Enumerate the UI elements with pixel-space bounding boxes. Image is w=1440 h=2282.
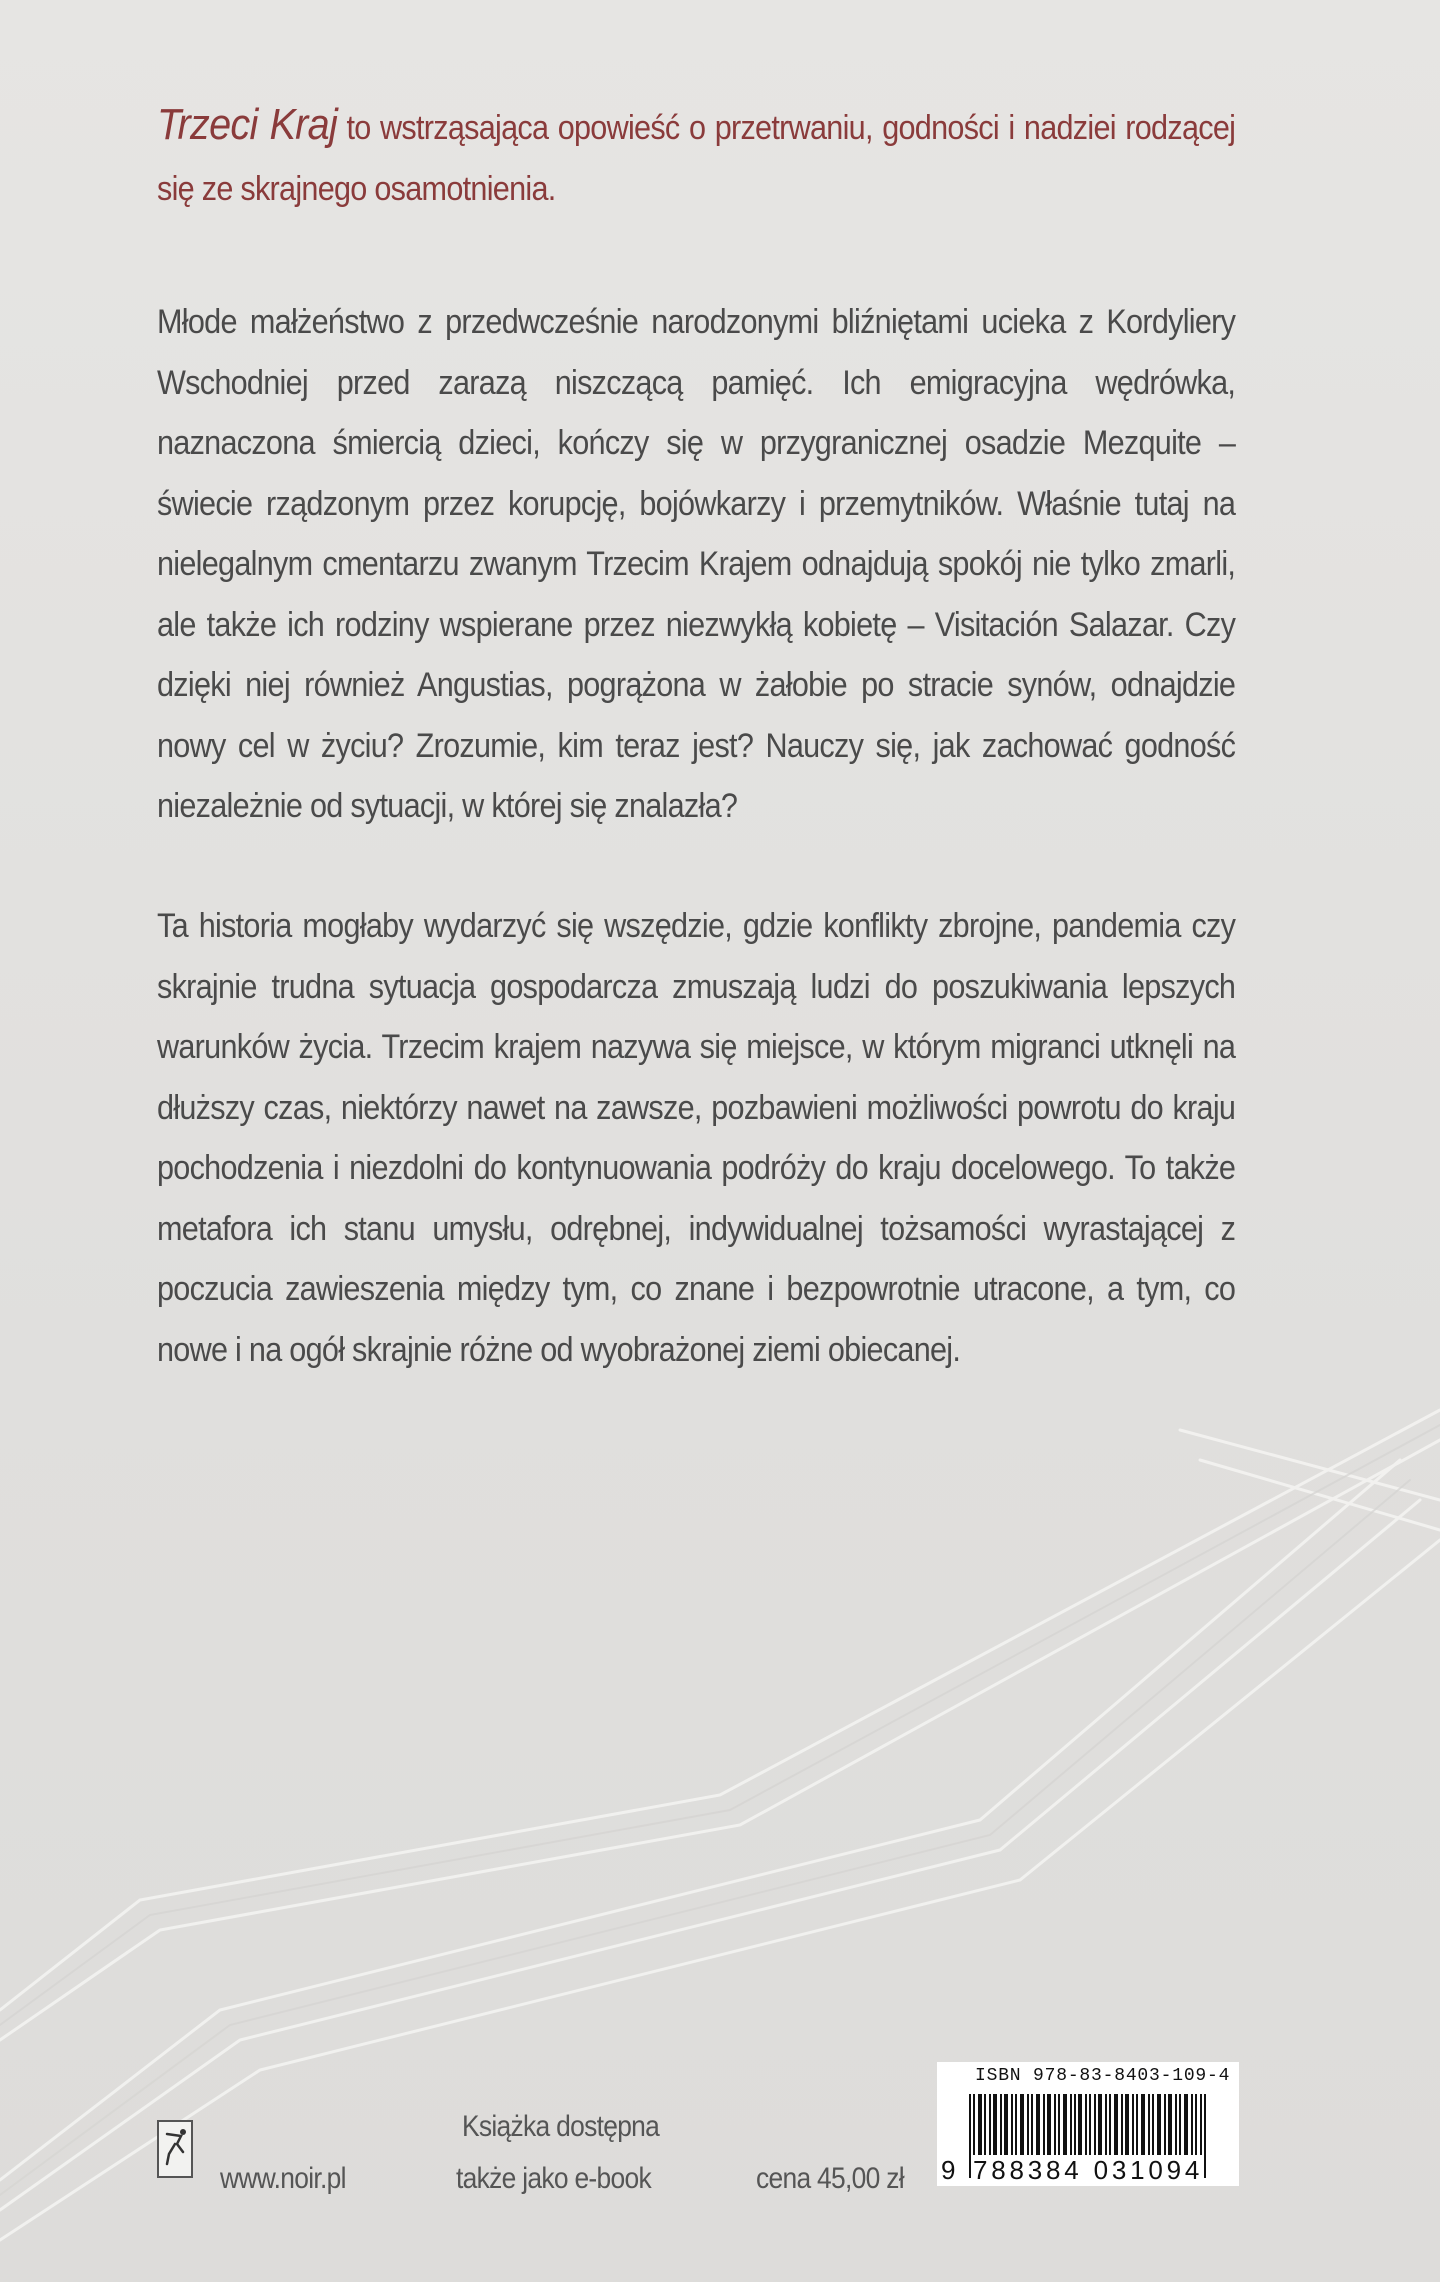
lead-text: to wstrząsająca opowieść o przetrwaniu, godności i nadziei rodzącej się ze skrajnego osamotnienia. [157, 109, 1236, 208]
book-title: Trzeci Kraj [157, 100, 338, 149]
body-paragraph-1: Młode małżeństwo z przedwcześnie narodzonymi bliźniętami ucieka z Kordyliery Wschodniej przed zarazą niszczącą pamięć. Ich emigracyjna wędrówka, naznaczona śmiercią dzieci, kończy się w przygranicznej osadzie Mezquite – świecie rządzonym przez korupcję, bojówkarzy i przemytników. Właśnie tutaj na nielegalnym cmentarzu zwanym Trzecim Krajem odnajdują spokój nie tylko zmarli, ale także ich rodziny wspierane przez niezwykłą kobietę – Visitación Salazar. Czy dzięki niej również Angustias, pogrążona w żałobie po stracie synów, odnajdzie nowy cel w życiu? Zrozumie, kim teraz jest? Nauczy się, jak zachować godność niezależnie od sytuacji, w której się znalazła? [157, 303, 1236, 825]
publisher-logo-icon [157, 2120, 193, 2178]
body-paragraph-2: Ta historia mogłaby wydarzyć się wszędzie, gdzie konflikty zbrojne, pandemia czy skrajnie trudna sytuacja gospodarcza zmuszają ludzi do poszukiwania lepszych warunków życia. Trzecim krajem nazywa się miejsce, w którym migranci utknęli na dłuższy czas, niektórzy nawet na zawsze, pozbawieni możliwości powrotu do kraju pochodzenia i niezdolni do kontynuowania podróży do kraju docelowego. To także metafora ich stanu umysłu, odrębnej, indywidualnej tożsamości wyrastającej z poczucia zawieszenia między tym, co znane i bezpowrotnie utracone, a tym, co nowe i na ogół skrajnie różne od wyobrażonej ziemi obiecanej. [157, 907, 1236, 1369]
lead-paragraph [157, 95, 1235, 219]
barcode-digits: 788384 031094 [973, 2155, 1204, 2185]
isbn-barcode [937, 2062, 1239, 2186]
barcode-first-digit: 9 [941, 2155, 956, 2185]
website-link[interactable]: www.noir.pl [220, 2162, 346, 2195]
ebook-note-line-1: Książka dostępna [462, 2110, 660, 2143]
price-label: cena 45,00 zł [756, 2162, 904, 2195]
isbn-label: ISBN 978-83-8403-109-4 [975, 2066, 1231, 2086]
ebook-note-line-2: także jako e-book [456, 2162, 651, 2195]
